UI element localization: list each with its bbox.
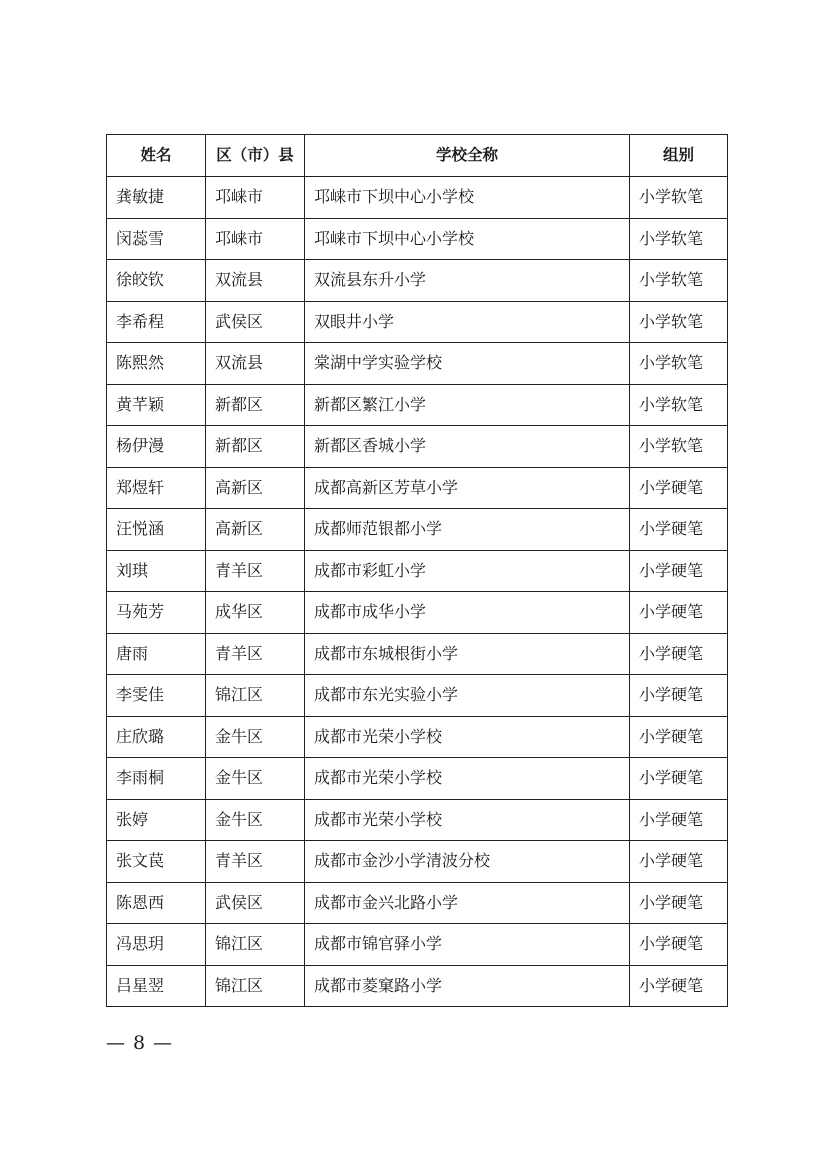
cell-group: 小学硬笔 [630, 841, 728, 883]
cell-school: 成都市东城根街小学 [305, 633, 630, 675]
cell-school: 成都市成华小学 [305, 592, 630, 634]
cell-district: 新都区 [206, 426, 305, 468]
cell-group: 小学硬笔 [630, 592, 728, 634]
cell-name: 杨伊漫 [107, 426, 206, 468]
cell-group: 小学硬笔 [630, 882, 728, 924]
cell-name: 陈恩西 [107, 882, 206, 924]
cell-group: 小学硬笔 [630, 633, 728, 675]
cell-district: 高新区 [206, 467, 305, 509]
table-row [107, 426, 728, 468]
table-row [107, 343, 728, 385]
cell-district: 双流县 [206, 260, 305, 302]
cell-name: 闵蕊雪 [107, 218, 206, 260]
table-row [107, 716, 728, 758]
cell-group: 小学软笔 [630, 426, 728, 468]
cell-district: 金牛区 [206, 758, 305, 800]
table-row [107, 924, 728, 966]
table-row [107, 218, 728, 260]
cell-school: 双眼井小学 [305, 301, 630, 343]
header-name: 姓名 [107, 135, 206, 177]
cell-school: 成都师范银都小学 [305, 509, 630, 551]
cell-school: 成都市金兴北路小学 [305, 882, 630, 924]
cell-name: 张文苠 [107, 841, 206, 883]
cell-group: 小学硬笔 [630, 799, 728, 841]
table-row [107, 467, 728, 509]
table-row [107, 675, 728, 717]
cell-group: 小学硬笔 [630, 509, 728, 551]
cell-district: 金牛区 [206, 716, 305, 758]
table-row [107, 841, 728, 883]
cell-name: 张婷 [107, 799, 206, 841]
header-group: 组别 [630, 135, 728, 177]
cell-group: 小学硬笔 [630, 675, 728, 717]
cell-school: 新都区繁江小学 [305, 384, 630, 426]
cell-name: 陈熙然 [107, 343, 206, 385]
cell-school: 双流县东升小学 [305, 260, 630, 302]
cell-district: 邛崃市 [206, 177, 305, 219]
cell-school: 成都市彩虹小学 [305, 550, 630, 592]
cell-name: 黄芊颖 [107, 384, 206, 426]
cell-group: 小学硬笔 [630, 716, 728, 758]
cell-name: 李雨桐 [107, 758, 206, 800]
cell-school: 成都市光荣小学校 [305, 799, 630, 841]
table-row [107, 384, 728, 426]
cell-group: 小学软笔 [630, 260, 728, 302]
cell-name: 唐雨 [107, 633, 206, 675]
cell-group: 小学软笔 [630, 343, 728, 385]
table-row [107, 592, 728, 634]
cell-school: 成都市菱窠路小学 [305, 965, 630, 1007]
cell-district: 高新区 [206, 509, 305, 551]
cell-group: 小学硬笔 [630, 924, 728, 966]
table-row [107, 509, 728, 551]
table-body [107, 177, 728, 1007]
cell-name: 庄欣璐 [107, 716, 206, 758]
cell-district: 青羊区 [206, 633, 305, 675]
cell-district: 新都区 [206, 384, 305, 426]
cell-school: 成都市锦官驿小学 [305, 924, 630, 966]
cell-school: 新都区香城小学 [305, 426, 630, 468]
cell-group: 小学软笔 [630, 177, 728, 219]
cell-school: 成都市金沙小学清波分校 [305, 841, 630, 883]
cell-district: 邛崃市 [206, 218, 305, 260]
table-row [107, 301, 728, 343]
cell-group: 小学软笔 [630, 301, 728, 343]
cell-name: 刘琪 [107, 550, 206, 592]
table-row [107, 882, 728, 924]
cell-school: 成都市光荣小学校 [305, 716, 630, 758]
cell-district: 武侯区 [206, 301, 305, 343]
cell-district: 青羊区 [206, 841, 305, 883]
cell-district: 锦江区 [206, 924, 305, 966]
cell-group: 小学软笔 [630, 384, 728, 426]
table-row [107, 177, 728, 219]
header-school: 学校全称 [305, 135, 630, 177]
cell-school: 成都市光荣小学校 [305, 758, 630, 800]
table-row [107, 799, 728, 841]
cell-name: 李雯佳 [107, 675, 206, 717]
cell-name: 郑煜轩 [107, 467, 206, 509]
cell-district: 青羊区 [206, 550, 305, 592]
table-row [107, 550, 728, 592]
table-row [107, 260, 728, 302]
cell-district: 武侯区 [206, 882, 305, 924]
table-row [107, 965, 728, 1007]
cell-group: 小学硬笔 [630, 467, 728, 509]
page-number: — 8 — [106, 1032, 174, 1054]
cell-district: 双流县 [206, 343, 305, 385]
cell-school: 邛崃市下坝中心小学校 [305, 218, 630, 260]
header-district: 区（市）县 [206, 135, 305, 177]
cell-school: 成都市东光实验小学 [305, 675, 630, 717]
table-row [107, 758, 728, 800]
cell-group: 小学硬笔 [630, 965, 728, 1007]
cell-district: 锦江区 [206, 675, 305, 717]
cell-group: 小学硬笔 [630, 758, 728, 800]
table-row [107, 633, 728, 675]
cell-name: 马苑芳 [107, 592, 206, 634]
cell-name: 李希程 [107, 301, 206, 343]
cell-name: 龚敏捷 [107, 177, 206, 219]
cell-name: 吕星翌 [107, 965, 206, 1007]
table-header-row [107, 135, 728, 177]
roster-table [106, 134, 728, 1007]
cell-district: 金牛区 [206, 799, 305, 841]
cell-school: 棠湖中学实验学校 [305, 343, 630, 385]
cell-school: 邛崃市下坝中心小学校 [305, 177, 630, 219]
cell-name: 冯思玥 [107, 924, 206, 966]
cell-district: 锦江区 [206, 965, 305, 1007]
cell-name: 徐皎钦 [107, 260, 206, 302]
cell-group: 小学软笔 [630, 218, 728, 260]
cell-group: 小学硬笔 [630, 550, 728, 592]
cell-district: 成华区 [206, 592, 305, 634]
cell-school: 成都高新区芳草小学 [305, 467, 630, 509]
cell-name: 汪悦涵 [107, 509, 206, 551]
